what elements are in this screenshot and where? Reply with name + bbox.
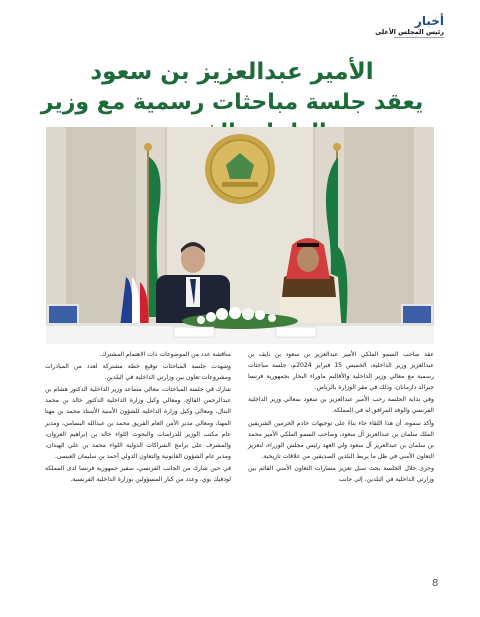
- document-left: [174, 327, 214, 337]
- paragraph: وفي بداية الجلسة رحب الأمير عبدالعزيز بن سعود بمعالي وزير الداخلية الفرنسي والوفد المرافق له في المملكة.: [248, 396, 434, 415]
- section-divider: [394, 37, 444, 38]
- page-number: 8: [432, 578, 439, 589]
- paragraph: في حين شارك من الجانب الفرنسي، سفير جمهورية فرنسا لدى المملكة لودفيك بوي، وعدد من كبار المسؤولين بوزارة الداخلية الفرنسية.: [45, 464, 231, 484]
- article-photo: [46, 127, 434, 344]
- article-column-left: [45, 349, 231, 486]
- meeting-photo-illustration: [46, 127, 434, 344]
- paragraph: وجرى خلال الجلسة بحث سبل تعزيز مسارات التعاون الأمني القائم بين وزارتي الداخلية في البلدين، إلى جانب: [248, 464, 434, 484]
- paragraph: عقد صاحب السمو الملكي الأمير عبدالعزيز بن سعود بن نايف بن عبدالعزيز وزير الداخلية، الخميس 15 فبراير 2024م، جلسة مباحثات رسمية مع معالي وزير الداخلية والأقاليم ماوراء البحار بجمهورية فرنسا جيرالد دارمانان، وذلك في مقر الوزارة بالرياض.: [248, 351, 434, 392]
- headline-line-2: يعقد جلسة مباحثات رسمية مع وزير: [40, 90, 424, 115]
- section-title: أخبار: [414, 14, 444, 28]
- paragraph: وأكد سموه، أن هذا اللقاء جاء بناءً على توجيهات خادم الحرمين الشريفين الملك سلمان بن عبدالعزيز آل سعود، وصاحب السمو الملكي الأمير محمد بن سلمان بن عبدالعزيز آل سعود ولي العهد رئيس مجلس الوزراء، لتعزيز التعاون الأمني في ظل ما يربط البلدين الصديقين من علاقات تاريخية.: [248, 419, 434, 460]
- article-column-right: [248, 349, 434, 486]
- flag-pole-left: [147, 147, 149, 327]
- ministry-emblem: [205, 134, 275, 204]
- document-right: [276, 327, 316, 337]
- section-subtitle: رئيس المجلس الأعلى: [375, 28, 444, 36]
- section-header: [375, 14, 444, 37]
- paragraph: مناقشة عدد من الموضوعات ذات الاهتمام المشترك.: [99, 351, 231, 358]
- wall-panel-right: [344, 127, 414, 327]
- headline-line-1: الأمير عبدالعزيز بن سعود: [90, 59, 374, 85]
- paragraph: شارك في جلسة المباحثات، معالي مساعد وزير الداخلية الدكتور هشام بن عبدالرحمن الفالح، ومعالي وكيل وزارة الداخلية الدكتور خالد بن محمد البتال، ومعالي وكيل وزارة الداخلية للشؤون الأمنية الأستاذ محمد بن مهنا المهنا، ومعالي مدير الأمن العام الفريق محمد بن عبدالله البسامي، ومدير عام مكتب الوزير للدراسات والبحوث اللواء خالد بن إبراهيم العروان، والمشرف على برامج الشراكات الدولية اللواء محمد بن علي الهبدان، ومدير عام الشؤون القانونية والتعاون الدولي أحمد بن سليمان العيسى.: [45, 386, 231, 460]
- paragraph: وشهدت جلسة المباحثات توقيع خطة مشتركة لعدد من المبادرات ومشروعات تعاون بين وزارتي الداخلية في البلدين.: [45, 363, 231, 382]
